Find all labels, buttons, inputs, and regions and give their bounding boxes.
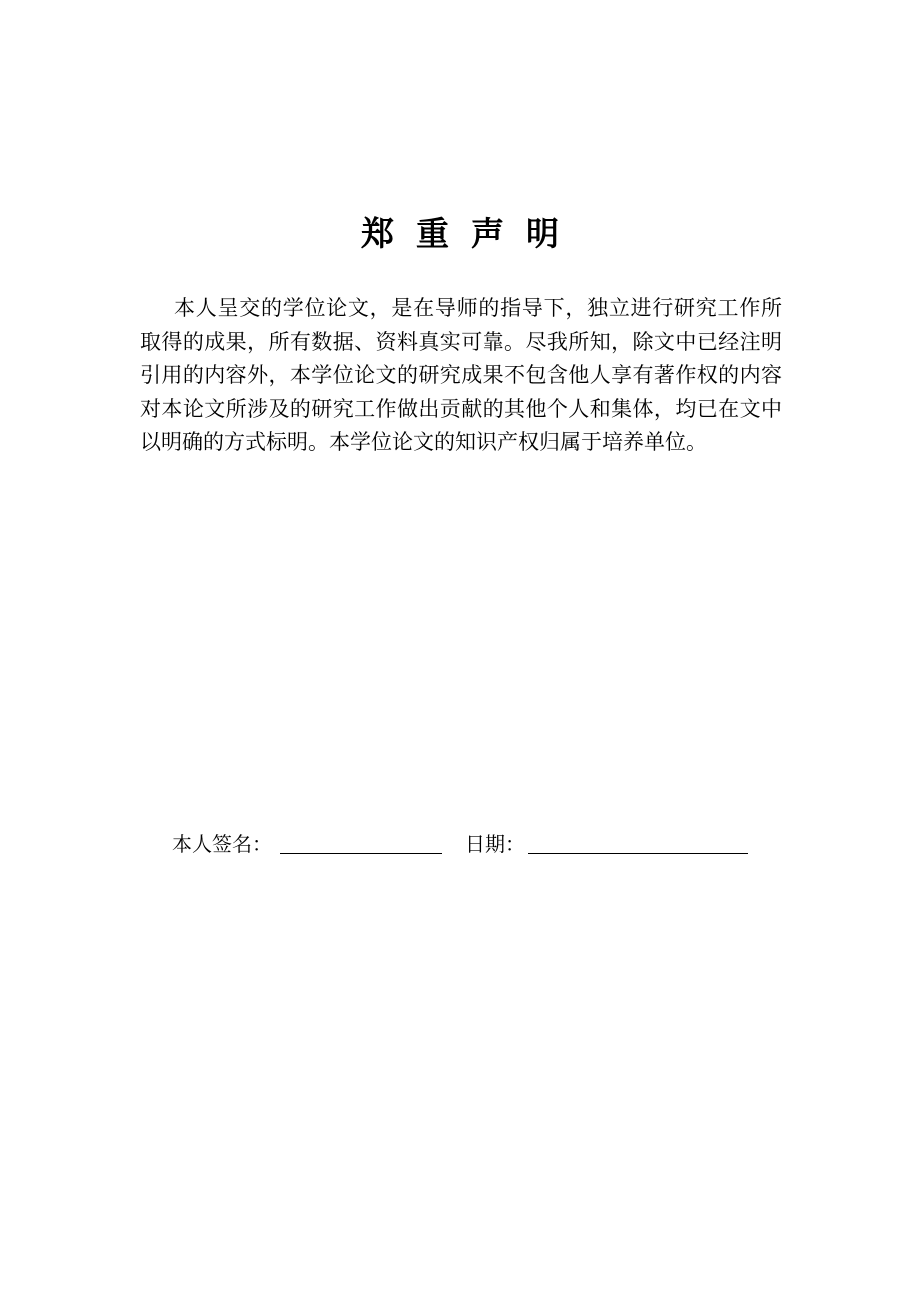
date-label: 日期： xyxy=(465,832,525,856)
declaration-line-3: 引用的内容外，本学位论文的研究成果不包含他人享有著作权的内容 xyxy=(140,363,782,388)
signature-blank-line[interactable] xyxy=(280,853,442,854)
declaration-line-4: 对本论文所涉及的研究工作做出贡献的其他个人和集体，均已在文中 xyxy=(140,396,782,421)
declaration-line-2: 取得的成果，所有数据、资料真实可靠。尽我所知，除文中已经注明 xyxy=(140,329,782,354)
declaration-line-5: 以明确的方式标明。本学位论文的知识产权归属于培养单位。 xyxy=(140,430,707,455)
declaration-line-1: 本人呈交的学位论文，是在导师的指导下，独立进行研究工作所 xyxy=(174,296,782,320)
signature-label: 本人签名： xyxy=(172,832,272,856)
date-blank-line[interactable] xyxy=(528,853,748,854)
page-title: 郑重声明 xyxy=(361,214,581,253)
declaration-text xyxy=(140,292,782,460)
